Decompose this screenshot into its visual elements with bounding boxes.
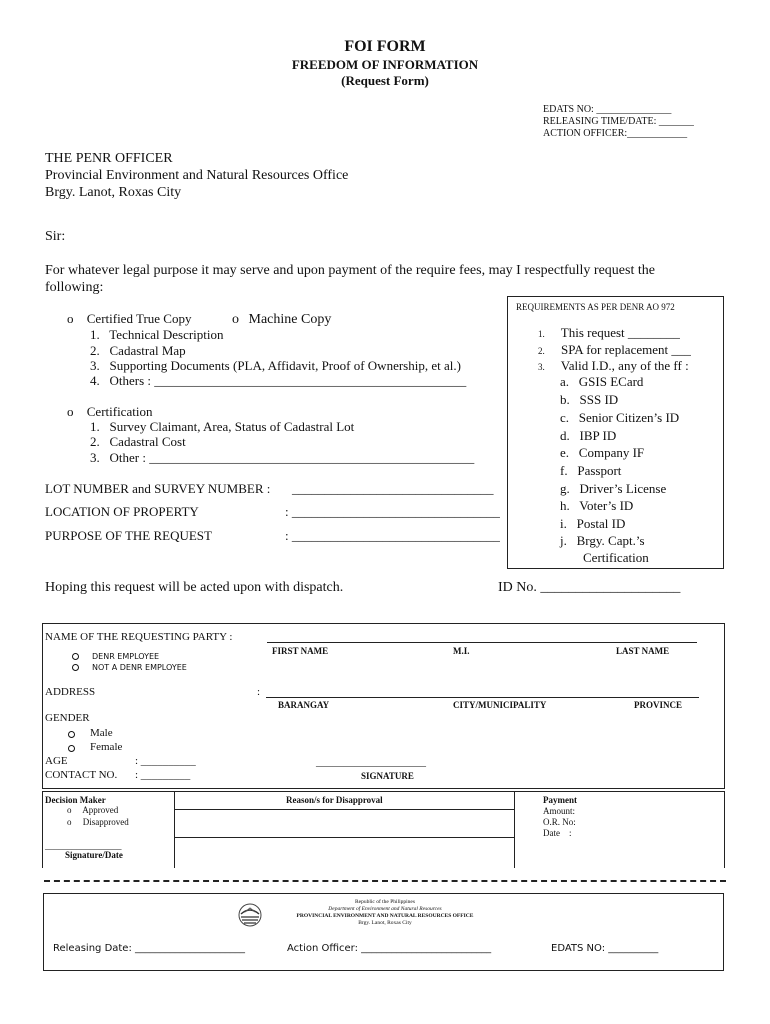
requirement-2: 2. SPA for replacement ___ xyxy=(538,342,691,357)
disapproved-option[interactable]: o Disapproved xyxy=(67,817,129,827)
amount-field[interactable]: Amount: xyxy=(543,806,576,816)
intro-text: For whatever legal purpose it may serve and upon payment of the require fees, may I respectfully request the xyxy=(45,263,655,278)
cert-item-3[interactable]: 3. Other : __________________________________________________ xyxy=(90,450,475,465)
certification-label: Certification xyxy=(86,404,153,419)
denr-employee-radio[interactable] xyxy=(72,653,79,660)
ctc-item-3: 3. Supporting Documents (PLA, Affidavit, Proof of Ownership, et al.) xyxy=(90,358,461,373)
payment-title: Payment xyxy=(543,795,577,805)
signature-date-label: Signature/Date xyxy=(65,850,123,860)
id-item: a. GSIS ECard xyxy=(560,374,644,389)
office-label: PROVINCIAL ENVIRONMENT AND NATURAL RESOURCES OFFICE xyxy=(296,913,474,919)
cut-line xyxy=(44,880,726,882)
decision-signature-line[interactable]: _________________ xyxy=(45,841,122,851)
id-item: c. Senior Citizen’s ID xyxy=(560,410,680,425)
denr-seal-icon xyxy=(237,902,263,928)
intro-text-cont: following: xyxy=(45,280,104,295)
reasons-title: Reason/s for Disapproval xyxy=(286,795,383,805)
decision-maker-label: Decision Maker xyxy=(45,795,106,805)
republic-label: Republic of the Philippines xyxy=(354,899,416,905)
contact-label: CONTACT NO. xyxy=(45,769,118,781)
releasing-time-field[interactable]: RELEASING TIME/DATE: _______ xyxy=(543,116,694,127)
address-label: ADDRESS xyxy=(45,686,96,698)
action-officer-field[interactable]: ACTION OFFICER:____________ xyxy=(543,128,688,139)
decision-box xyxy=(42,791,725,868)
city-label: CITY/MUNICIPALITY xyxy=(453,700,547,710)
cert-item-1: 1. Survey Claimant, Area, Status of Cadastral Lot xyxy=(90,419,355,434)
date-field[interactable]: Date : xyxy=(543,828,572,838)
addressee-address: Brgy. Lanot, Roxas City xyxy=(45,185,182,200)
releasing-date-field[interactable]: Releasing Date: ______________________ xyxy=(53,943,246,954)
edats-no-field[interactable]: EDATS NO: _______________ xyxy=(543,104,672,115)
machine-copy-label: Machine Copy xyxy=(248,312,332,327)
id-item: b. SSS ID xyxy=(560,392,619,407)
requester-name-label: NAME OF THE REQUESTING PARTY : xyxy=(45,631,233,643)
not-denr-employee-radio[interactable] xyxy=(72,664,79,671)
signature-line[interactable]: ____________________ xyxy=(316,756,426,768)
form-type: (Request Form) xyxy=(341,73,429,88)
id-item: e. Company IF xyxy=(560,445,645,460)
id-item: h. Voter’s ID xyxy=(560,498,634,513)
location-label: LOCATION OF PROPERTY xyxy=(45,504,199,519)
cert-item-2: 2. Cadastral Cost xyxy=(90,434,186,449)
contact-field[interactable]: : _________ xyxy=(135,769,191,781)
age-label: AGE xyxy=(45,755,68,767)
ctc-item-2: 2. Cadastral Map xyxy=(90,343,186,358)
not-denr-employee-label: NOT A DENR EMPLOYEE xyxy=(92,663,187,672)
address-colon: : xyxy=(257,686,261,698)
certification-option[interactable] xyxy=(67,404,152,420)
hollow-circle-icon: o xyxy=(67,805,72,815)
id-item: i. Postal ID xyxy=(560,516,626,531)
reason-line-2 xyxy=(174,837,514,838)
hollow-circle-icon: o xyxy=(67,311,74,326)
reason-line-1 xyxy=(174,809,514,810)
edats-slip-field[interactable]: EDATS NO: __________ xyxy=(551,943,659,954)
form-title: FOI FORM xyxy=(344,38,426,55)
ctc-option[interactable] xyxy=(67,311,191,327)
mi-label: M.I. xyxy=(453,646,470,656)
first-name-label: FIRST NAME xyxy=(272,646,329,656)
addressee-office: Provincial Environment and Natural Resources Office xyxy=(45,168,349,183)
ctc-label: Certified True Copy xyxy=(86,311,192,326)
machine-copy-option[interactable] xyxy=(232,312,331,328)
decision-divider xyxy=(174,791,175,868)
hollow-circle-icon: o xyxy=(232,312,239,327)
requirements-box xyxy=(507,296,724,569)
addressee-title: THE PENR OFFICER xyxy=(45,151,173,166)
id-item: j. Brgy. Capt.’s xyxy=(560,533,645,548)
purpose-label: PURPOSE OF THE REQUEST xyxy=(45,528,212,543)
requirements-title: REQUIREMENTS AS PER DENR AO 972 xyxy=(516,302,675,312)
male-label: Male xyxy=(90,727,113,739)
id-item: f. Passport xyxy=(560,463,622,478)
ctc-item-4[interactable]: 4. Others : ________________________________________________ xyxy=(90,373,467,388)
barangay-label: BARANGAY xyxy=(278,700,330,710)
requirement-3: 3. Valid I.D., any of the ff : xyxy=(538,358,689,373)
hollow-circle-icon: o xyxy=(67,404,74,419)
form-subtitle: FREEDOM OF INFORMATION xyxy=(291,57,479,72)
last-name-label: LAST NAME xyxy=(616,646,670,656)
id-item: g. Driver’s License xyxy=(560,481,667,496)
payment-divider xyxy=(514,791,515,868)
gender-label: GENDER xyxy=(45,712,90,724)
age-field[interactable]: : __________ xyxy=(135,755,196,767)
male-radio[interactable] xyxy=(68,731,75,738)
denr-employee-label: DENR EMPLOYEE xyxy=(92,652,160,661)
purpose-field[interactable]: : ________________________________ xyxy=(285,528,500,543)
requirement-1: 1. This request ________ xyxy=(538,325,680,340)
name-line[interactable] xyxy=(267,642,697,643)
salutation: Sir: xyxy=(45,229,66,244)
id-no-field[interactable]: ID No. ____________________ xyxy=(498,580,681,595)
lot-number-label: LOT NUMBER and SURVEY NUMBER : xyxy=(45,481,271,496)
id-item-continued: Certification xyxy=(583,550,649,565)
ctc-item-1: 1. Technical Description xyxy=(90,327,224,342)
action-officer-slip-field[interactable]: Action Officer: __________________________ xyxy=(287,943,492,954)
or-no-field[interactable]: O.R. No: xyxy=(543,817,576,827)
department-label: Department of Environment and Natural Resources xyxy=(328,906,442,912)
signature-label: SIGNATURE xyxy=(361,771,414,781)
address-line[interactable] xyxy=(266,697,699,698)
location-field[interactable]: : ________________________________ xyxy=(285,504,500,519)
province-label: PROVINCE xyxy=(634,700,683,710)
female-radio[interactable] xyxy=(68,745,75,752)
lot-number-field[interactable]: _______________________________ xyxy=(292,481,494,496)
id-item: d. IBP ID xyxy=(560,428,617,443)
office-address: Brgy. Lanot, Roxas City xyxy=(358,920,412,926)
hollow-circle-icon: o xyxy=(67,817,72,827)
female-label: Female xyxy=(90,741,123,753)
approved-option[interactable]: o Approved xyxy=(67,805,119,815)
closing-text: Hoping this request will be acted upon with dispatch. xyxy=(45,580,344,595)
